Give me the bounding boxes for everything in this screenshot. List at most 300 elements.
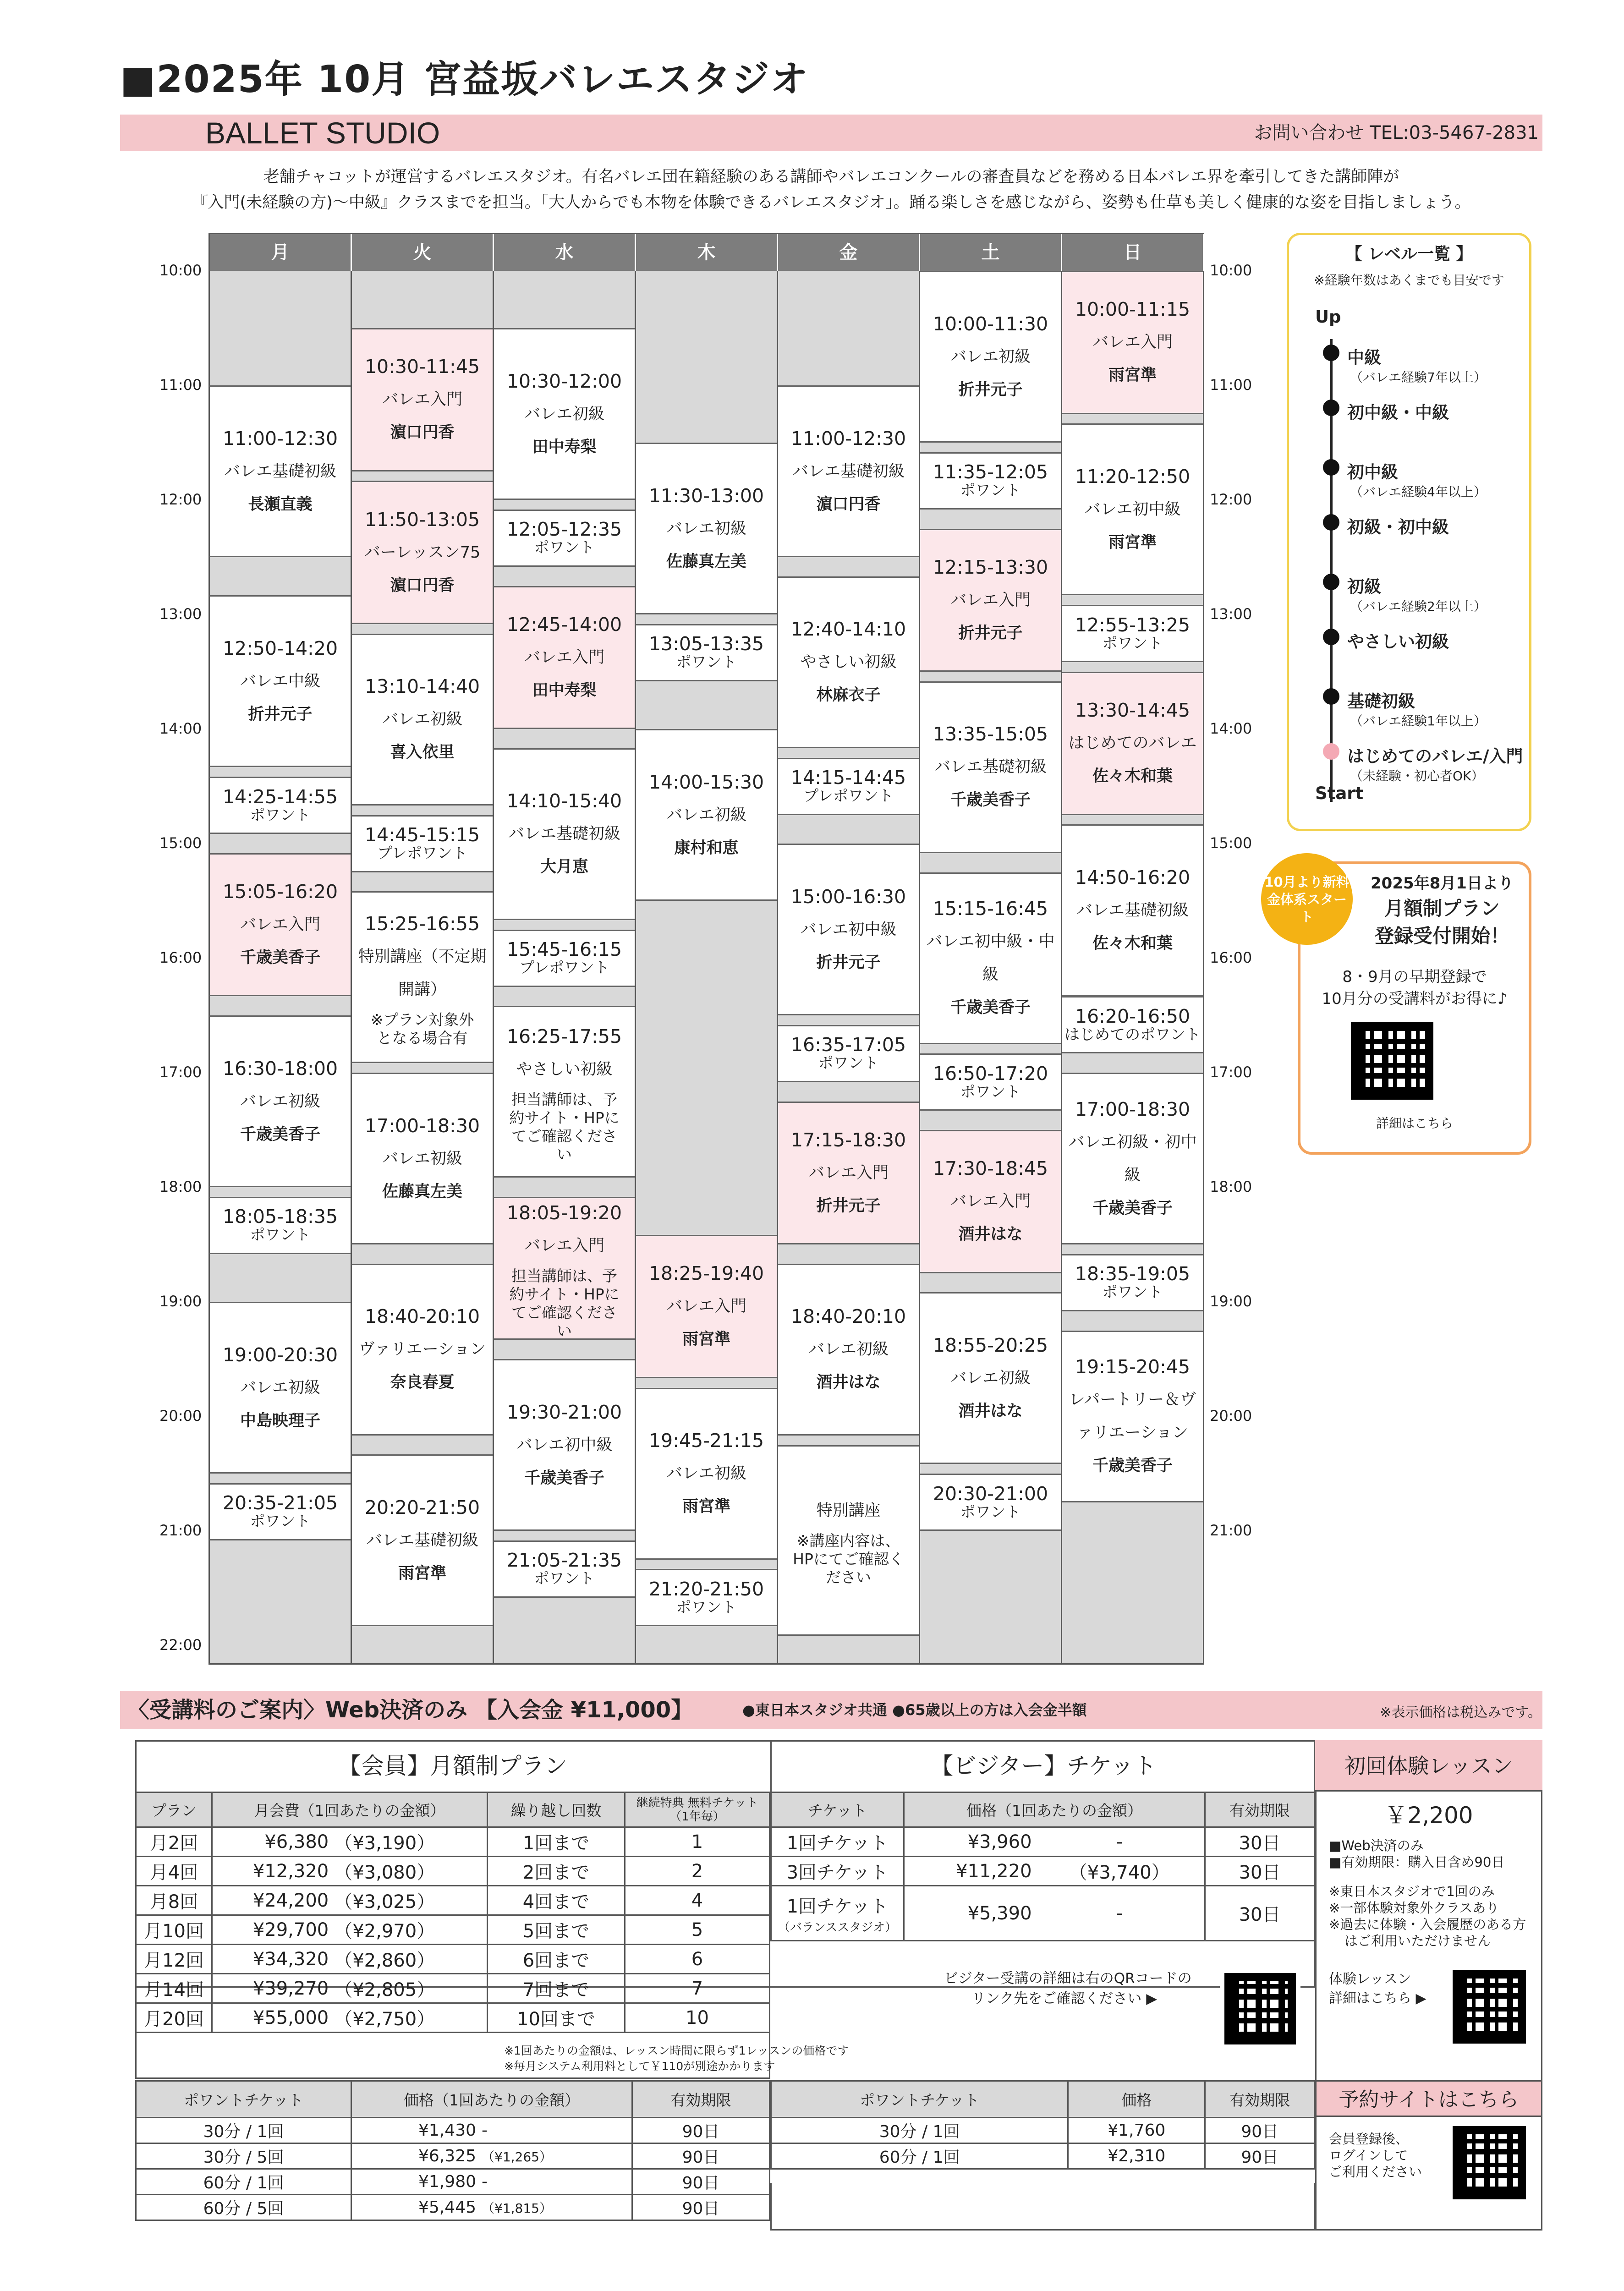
class-block[interactable] xyxy=(210,385,351,557)
class-block[interactable] xyxy=(352,1073,493,1244)
timetable xyxy=(208,233,1204,1665)
table-cell: 月4回 xyxy=(136,1857,212,1886)
class-instructor: 喜入依里 xyxy=(390,743,455,762)
class-title: ポワント xyxy=(960,1502,1021,1521)
table-cell: 10 xyxy=(625,2003,770,2033)
class-instructor: 奈良春夏 xyxy=(390,1373,455,1392)
class-block[interactable] xyxy=(1062,271,1203,414)
class-title: プレポワント xyxy=(519,959,609,976)
class-instructor: 折井元子 xyxy=(958,624,1023,642)
day-column xyxy=(210,271,352,1663)
class-note: 担当講師は、予約サイト・HPにてご確認ください xyxy=(509,1090,620,1163)
class-time: 12:50-14:20 xyxy=(222,637,338,659)
new-pricing-badge: 10月より新料金体系スタート xyxy=(1261,853,1353,945)
class-instructor: 千歳美香子 xyxy=(524,1469,604,1487)
class-block[interactable] xyxy=(636,729,777,901)
trial-note: ※東日本スタジオで1回のみ xyxy=(1329,1884,1495,1899)
class-title: 特別講座（不定期開講） xyxy=(358,947,487,999)
class-instructor: 折井元子 xyxy=(958,380,1023,399)
class-block[interactable] xyxy=(920,1292,1061,1464)
time-label: 14:00 xyxy=(1210,720,1252,737)
class-block[interactable] xyxy=(210,595,351,767)
page-title: ■2025年 10月 宮益坂バレエスタジオ xyxy=(120,58,809,101)
table-cell: 10回まで xyxy=(488,2003,625,2033)
table-cell: （¥3,080） xyxy=(331,1857,487,1886)
class-block[interactable] xyxy=(1062,824,1203,996)
table-cell: 6回まで xyxy=(488,1945,625,1974)
level-label: 初中級・中級 xyxy=(1347,403,1449,422)
class-block[interactable] xyxy=(494,586,635,729)
class-time: 11:35-12:05 xyxy=(933,461,1048,483)
class-note: ※講座内容は、HPにてご確認ください xyxy=(793,1531,904,1586)
class-time: 13:35-15:05 xyxy=(933,723,1048,745)
time-label: 17:00 xyxy=(159,1063,202,1081)
class-time: 15:00-16:30 xyxy=(790,885,906,908)
trial-qr-code[interactable] xyxy=(1453,1970,1526,2044)
class-title: 特別講座 xyxy=(816,1501,881,1520)
class-block[interactable] xyxy=(1062,1331,1203,1502)
table-cell: 4 xyxy=(625,1886,770,1915)
class-block[interactable] xyxy=(352,1454,493,1626)
ticket-name: 1回チケット xyxy=(786,1896,889,1917)
table-cell: 月10回 xyxy=(136,1915,212,1945)
class-instructor: 佐々木和葉 xyxy=(1092,767,1173,786)
class-time: 13:10-14:40 xyxy=(364,675,480,698)
table-cell: 30分 / 1回 xyxy=(136,2118,351,2143)
level-sub: （バレエ経験7年以上） xyxy=(1350,370,1487,385)
class-title: バレエ入門 xyxy=(808,1163,889,1182)
table-cell: ¥29,700 xyxy=(212,1915,332,1945)
plan-title: 月額制プラン xyxy=(1384,897,1500,920)
level-start-label: Start xyxy=(1315,784,1364,803)
class-title: ポワント xyxy=(676,1598,737,1616)
class-block[interactable] xyxy=(636,1235,777,1378)
time-label: 11:00 xyxy=(1210,376,1252,394)
class-instructor: 雨宮準 xyxy=(398,1564,446,1583)
class-instructor: 折井元子 xyxy=(816,1196,881,1215)
class-title: バレエ初級 xyxy=(382,1149,462,1168)
trial-lesson-title: 初回体験レッスン xyxy=(1315,1740,1542,1792)
class-instructor: 千歳美香子 xyxy=(240,1125,320,1144)
table-cell: ¥3,960 xyxy=(904,1827,1035,1857)
class-title: バレエ基礎初級 xyxy=(224,462,336,481)
col-header: 価格（1回あたりの金額） xyxy=(904,1792,1205,1827)
time-label: 15:00 xyxy=(1210,834,1252,852)
table-cell: （¥3,740） xyxy=(1035,1857,1205,1886)
col-header: チケット xyxy=(771,1792,904,1827)
pointe-member-table xyxy=(135,2080,770,2221)
class-block[interactable] xyxy=(920,872,1061,1044)
level-dot xyxy=(1323,574,1339,590)
trial-link[interactable]: 詳細はこちら ▶ xyxy=(1329,1990,1426,2006)
time-label: 13:00 xyxy=(159,605,202,623)
time-label: 19:00 xyxy=(159,1293,202,1310)
table-cell: ¥39,270 xyxy=(212,1974,332,2003)
class-title: バレエ基礎初級 xyxy=(792,462,905,481)
day-header-1: 火 xyxy=(352,234,494,271)
class-title: はじめてのポワント xyxy=(1064,1025,1201,1043)
class-instructor: 濵口円香 xyxy=(816,495,881,514)
time-label: 14:00 xyxy=(159,720,202,737)
ticket-name: 1回チケット xyxy=(786,1833,889,1854)
class-title: バレエ入門 xyxy=(382,390,462,409)
table-cell: 30日 xyxy=(1205,1857,1315,1886)
time-label: 10:00 xyxy=(1210,262,1252,279)
class-instructor: 千歳美香子 xyxy=(950,998,1031,1017)
class-block[interactable] xyxy=(1062,996,1203,1053)
trial-link[interactable]: 体験レッスン xyxy=(1329,1971,1411,1987)
class-title: ポワント xyxy=(1102,1283,1163,1301)
time-label: 21:00 xyxy=(1210,1522,1252,1539)
time-label: 16:00 xyxy=(1210,949,1252,966)
level-label: 基礎初級 xyxy=(1347,691,1415,711)
reserve-note: ログインして xyxy=(1329,2148,1408,2163)
table-cell: （¥1,815） xyxy=(479,2195,632,2220)
visitor-link-text: ビジター受講の詳細は右のQRコードの xyxy=(944,1970,1192,1987)
class-instructor: 長瀬直義 xyxy=(248,495,313,514)
level-label: やさしい初級 xyxy=(1347,632,1449,652)
table-cell: 6 xyxy=(625,1945,770,1974)
col-header: 有効期限 xyxy=(1205,2081,1315,2118)
class-block[interactable] xyxy=(494,510,635,567)
class-time: 16:50-17:20 xyxy=(933,1062,1048,1085)
trial-note: ※一部体験対象外クラスあり xyxy=(1329,1900,1499,1916)
level-list-title: 【 レベル一覧 】 xyxy=(1345,245,1473,263)
class-block[interactable] xyxy=(210,1302,351,1474)
trial-price: ￥2,200 xyxy=(1384,1802,1473,1829)
class-block[interactable] xyxy=(352,815,493,872)
col-header: ポワントチケット xyxy=(136,2081,351,2118)
class-block[interactable] xyxy=(920,1053,1061,1111)
class-instructor: 田中寿梨 xyxy=(532,681,597,700)
plan-early: 8・9月の早期登録で xyxy=(1342,968,1487,986)
visitor-qr-code[interactable] xyxy=(1224,1973,1296,2044)
class-time: 12:15-13:30 xyxy=(933,556,1048,578)
level-dot xyxy=(1323,688,1339,705)
class-time: 15:05-16:20 xyxy=(222,881,338,903)
table-cell: 90日 xyxy=(632,2143,770,2169)
level-label: 初級 xyxy=(1347,577,1381,597)
table-row xyxy=(136,2118,770,2143)
class-title: ポワント xyxy=(250,1512,311,1530)
level-dot xyxy=(1323,400,1339,416)
time-label: 10:00 xyxy=(159,262,202,279)
table-cell: （¥2,805） xyxy=(331,1974,487,2003)
table-cell xyxy=(771,1886,904,1941)
class-title: バレエ初級 xyxy=(524,405,604,423)
table-cell: 90日 xyxy=(632,2118,770,2143)
class-block[interactable] xyxy=(494,748,635,920)
trial-note: はご利用いただけません xyxy=(1344,1933,1491,1949)
class-instructor: 林麻衣子 xyxy=(816,686,881,705)
class-instructor: 千歳美香子 xyxy=(1092,1199,1173,1217)
table-cell xyxy=(771,1827,904,1857)
member-plan-table xyxy=(135,1792,770,2079)
class-block[interactable] xyxy=(920,1130,1061,1273)
table-row xyxy=(771,1886,1315,1941)
class-time: 14:50-16:20 xyxy=(1075,866,1191,888)
intro-text: 『入門(未経験の方)〜中級』クラスまでを担当。「大人からでも本物を体験できるバレエスタジオ」。踊る楽しさを感じながら、姿勢も仕草も美しく健康的な姿を目指しましょう。 xyxy=(192,193,1471,212)
class-title: やさしい初級 xyxy=(800,653,897,672)
class-title: バレエ初級 xyxy=(240,1092,320,1111)
class-title: バーレッスン75 xyxy=(364,543,481,562)
table-row xyxy=(136,2195,770,2220)
day-header-6: 日 xyxy=(1062,234,1204,271)
class-title: ポワント xyxy=(1102,634,1163,652)
table-row xyxy=(771,2143,1315,2169)
class-instructor: 酒井はな xyxy=(958,1225,1023,1244)
table-cell: 1 xyxy=(625,1827,770,1857)
time-label: 20:00 xyxy=(159,1407,202,1425)
class-time: 14:10-15:40 xyxy=(506,790,622,812)
class-block[interactable] xyxy=(210,777,351,834)
table-cell: 7回まで xyxy=(488,1974,625,2003)
table-row xyxy=(771,1857,1315,1886)
class-block[interactable] xyxy=(1062,605,1203,662)
class-block[interactable] xyxy=(920,1474,1061,1531)
ticket-sub: （バランススタジオ） xyxy=(778,1920,897,1935)
col-header: 繰り越し回数 xyxy=(488,1792,625,1827)
table-cell: ¥34,320 xyxy=(212,1945,332,1974)
day-header-5: 土 xyxy=(920,234,1062,271)
class-block[interactable] xyxy=(494,1197,635,1340)
class-time: 18:35-19:05 xyxy=(1075,1263,1191,1285)
plan-detail-link[interactable]: 詳細はこちら xyxy=(1376,1116,1453,1131)
pointe-visitor-blank xyxy=(770,2183,1315,2231)
reserve-note: ご利用ください xyxy=(1329,2164,1422,2180)
class-instructor: 雨宮準 xyxy=(682,1330,730,1349)
class-title: ポワント xyxy=(250,806,311,824)
class-block[interactable] xyxy=(494,1359,635,1531)
table-row xyxy=(136,1945,770,1974)
table-row xyxy=(136,1886,770,1915)
time-label: 18:00 xyxy=(159,1178,202,1195)
class-title: バレエ入門 xyxy=(950,1192,1031,1211)
class-block[interactable] xyxy=(1062,1073,1203,1244)
time-label: 18:00 xyxy=(1210,1178,1252,1195)
class-block[interactable] xyxy=(210,1197,351,1254)
class-block[interactable] xyxy=(778,576,919,748)
class-time: 18:05-18:35 xyxy=(222,1206,338,1228)
class-time: 12:45-14:00 xyxy=(506,613,622,636)
class-time: 10:30-11:45 xyxy=(364,356,480,378)
table-cell: 5回まで xyxy=(488,1915,625,1945)
class-block[interactable] xyxy=(778,758,919,815)
class-block[interactable] xyxy=(494,328,635,500)
level-dot xyxy=(1323,629,1339,645)
day-column xyxy=(920,271,1062,1663)
class-title: バレエ基礎初級 xyxy=(366,1531,478,1550)
class-block[interactable] xyxy=(352,634,493,806)
table-cell: - xyxy=(479,2169,632,2195)
class-title: バレエ初級 xyxy=(240,1378,320,1397)
class-block[interactable] xyxy=(778,1264,919,1436)
reserve-qr-code[interactable] xyxy=(1453,2126,1526,2199)
tax-note: ※表示価格は税込みです。 xyxy=(1380,1705,1542,1721)
class-title: ヴァリエーション xyxy=(358,1340,486,1359)
class-time: 16:35-17:05 xyxy=(790,1034,906,1056)
table-cell: 30日 xyxy=(1205,1886,1315,1941)
class-time: 14:45-15:15 xyxy=(364,824,480,846)
class-time: 19:15-20:45 xyxy=(1075,1356,1191,1378)
class-block[interactable] xyxy=(920,529,1061,672)
class-block[interactable] xyxy=(1062,1254,1203,1311)
class-instructor: 千歳美香子 xyxy=(950,791,1031,810)
level-dot xyxy=(1323,743,1339,760)
class-instructor: 濵口円香 xyxy=(390,423,455,442)
class-instructor: 濵口円香 xyxy=(390,576,455,595)
class-block[interactable] xyxy=(210,1015,351,1187)
intro-text: 老舗チャコットが運営するバレエスタジオ。有名バレエ団在籍経験のある講師やバレエコンクールの審査員などを務める日本バレエ界を牽引してきた講師陣が xyxy=(263,168,1399,186)
class-title: バレエ初級 xyxy=(666,1464,746,1483)
table-cell: 月2回 xyxy=(136,1827,212,1857)
table-cell: 30分 / 5回 xyxy=(136,2143,351,2169)
table-cell: 2回まで xyxy=(488,1857,625,1886)
class-time: 19:45-21:15 xyxy=(648,1430,764,1452)
class-time: 21:05-21:35 xyxy=(506,1549,622,1572)
member-note: ※毎月システム利用料として￥110が別途かかります xyxy=(504,2060,775,2073)
class-instructor: 折井元子 xyxy=(248,705,313,723)
level-label: はじめてのバレエ/入門 xyxy=(1347,746,1523,766)
class-block[interactable] xyxy=(920,681,1061,853)
class-title: バレエ初級 xyxy=(950,1369,1031,1387)
table-cell: 90日 xyxy=(632,2195,770,2220)
class-time: 17:00-18:30 xyxy=(364,1114,480,1137)
class-time: 11:30-13:00 xyxy=(648,484,764,507)
class-block[interactable] xyxy=(210,1483,351,1540)
class-time: 12:40-14:10 xyxy=(790,618,906,641)
time-label: 16:00 xyxy=(159,949,202,966)
class-block[interactable] xyxy=(210,853,351,997)
class-block[interactable] xyxy=(1062,672,1203,815)
class-block[interactable] xyxy=(494,1540,635,1598)
class-title: バレエ基礎初級 xyxy=(1076,901,1189,920)
class-title: ポワント xyxy=(250,1226,311,1244)
time-label: 13:00 xyxy=(1210,605,1252,623)
table-cell: 7 xyxy=(625,1974,770,2003)
class-title: バレエ初級 xyxy=(808,1340,889,1359)
table-cell: 5 xyxy=(625,1915,770,1945)
class-title: バレエ初級 xyxy=(382,710,462,729)
class-time: 17:15-18:30 xyxy=(790,1129,906,1151)
trial-note: ※過去に体験・入会履歴のある方 xyxy=(1329,1917,1526,1932)
time-label: 12:00 xyxy=(1210,491,1252,508)
member-plan-title: 【会員】月額制プラン xyxy=(338,1753,567,1779)
class-block[interactable] xyxy=(494,930,635,987)
class-instructor: 雨宮準 xyxy=(1108,533,1157,552)
table-cell: 月12回 xyxy=(136,1945,212,1974)
day-header-2: 水 xyxy=(494,234,636,271)
class-time: 11:20-12:50 xyxy=(1075,465,1191,488)
class-time: 10:00-11:15 xyxy=(1075,298,1191,321)
table-row xyxy=(136,1857,770,1886)
class-instructor: 康村和恵 xyxy=(674,839,739,857)
class-time: 18:05-19:20 xyxy=(506,1202,622,1224)
visitor-ticket-table xyxy=(770,1792,1315,1941)
class-time: 18:40-20:10 xyxy=(790,1305,906,1328)
table-cell: ¥1,980 xyxy=(351,2169,479,2195)
class-title: バレエ初中級 xyxy=(516,1436,613,1454)
class-block[interactable] xyxy=(352,1264,493,1436)
class-block[interactable] xyxy=(920,452,1061,510)
plan-qr-code[interactable] xyxy=(1351,1022,1433,1100)
class-block[interactable] xyxy=(636,1569,777,1626)
class-block[interactable] xyxy=(778,1025,919,1082)
class-block[interactable] xyxy=(636,624,777,681)
level-sub: （バレエ経験2年以上） xyxy=(1350,599,1487,614)
table-cell: 月8回 xyxy=(136,1886,212,1915)
class-time: 21:20-21:50 xyxy=(648,1578,764,1600)
level-up-label: Up xyxy=(1315,307,1341,327)
table-cell: （¥3,025） xyxy=(331,1886,487,1915)
table-cell: 月14回 xyxy=(136,1974,212,2003)
table-cell: （¥3,190） xyxy=(331,1827,487,1857)
class-block[interactable] xyxy=(636,1388,777,1560)
class-title: プレポワント xyxy=(377,844,467,862)
class-title: ポワント xyxy=(534,1569,595,1588)
table-row xyxy=(136,2003,770,2033)
class-time: 19:30-21:00 xyxy=(506,1401,622,1423)
class-time: 10:30-12:00 xyxy=(506,370,622,392)
table-row xyxy=(136,1974,770,2003)
table-cell: ¥6,325 xyxy=(351,2143,479,2169)
class-time: 17:00-18:30 xyxy=(1075,1098,1191,1120)
class-block[interactable] xyxy=(636,443,777,614)
trial-note: ■Web決済のみ xyxy=(1329,1838,1424,1853)
class-title: バレエ入門 xyxy=(666,1297,746,1316)
class-time: 20:35-21:05 xyxy=(222,1492,338,1514)
member-note: ※1回あたりの金額は、レッスン時間に限らず1レッスンの価格です xyxy=(504,2044,849,2057)
class-block[interactable] xyxy=(352,891,493,1063)
table-cell: （¥2,750） xyxy=(331,2003,487,2033)
class-time: 11:00-12:30 xyxy=(222,427,338,449)
day-header-4: 金 xyxy=(778,234,920,271)
class-title: バレエ入門 xyxy=(524,1237,604,1255)
visitor-link-text[interactable]: リンク先をご確認ください ▶ xyxy=(971,1990,1158,2007)
table-cell: 90日 xyxy=(1205,2118,1315,2143)
class-block[interactable] xyxy=(352,481,493,624)
time-label: 17:00 xyxy=(1210,1063,1252,1081)
class-block[interactable] xyxy=(352,328,493,471)
class-block[interactable] xyxy=(778,844,919,1015)
reserve-site-title[interactable]: 予約サイトはこちら xyxy=(1315,2080,1542,2117)
class-block[interactable] xyxy=(494,1006,635,1178)
table-cell: ¥11,220 xyxy=(904,1857,1035,1886)
class-title: バレエ基礎初級 xyxy=(934,758,1047,777)
day-column xyxy=(352,271,494,1663)
table-cell: ¥55,000 xyxy=(212,2003,332,2033)
class-block[interactable] xyxy=(778,385,919,557)
class-block[interactable] xyxy=(1062,423,1203,595)
time-label: 12:00 xyxy=(159,491,202,508)
table-row xyxy=(771,2118,1315,2143)
class-time: 18:25-19:40 xyxy=(648,1262,764,1285)
class-block[interactable] xyxy=(778,1102,919,1245)
day-header-0: 月 xyxy=(210,234,352,271)
col-header: 有効期限 xyxy=(1205,1792,1315,1827)
class-block[interactable] xyxy=(920,271,1061,443)
level-dot xyxy=(1323,514,1339,531)
plan-open: 登録受付開始！ xyxy=(1374,925,1509,947)
table-cell: 60分 / 1回 xyxy=(136,2169,351,2195)
class-time: 14:00-15:30 xyxy=(648,771,764,793)
class-time: 11:50-13:05 xyxy=(364,508,480,531)
class-time: 12:05-12:35 xyxy=(506,518,622,541)
level-sub: （バレエ経験4年以上） xyxy=(1350,484,1487,499)
class-time: 13:30-14:45 xyxy=(1075,699,1191,722)
class-block[interactable] xyxy=(778,1445,919,1636)
table-row xyxy=(136,2169,770,2195)
